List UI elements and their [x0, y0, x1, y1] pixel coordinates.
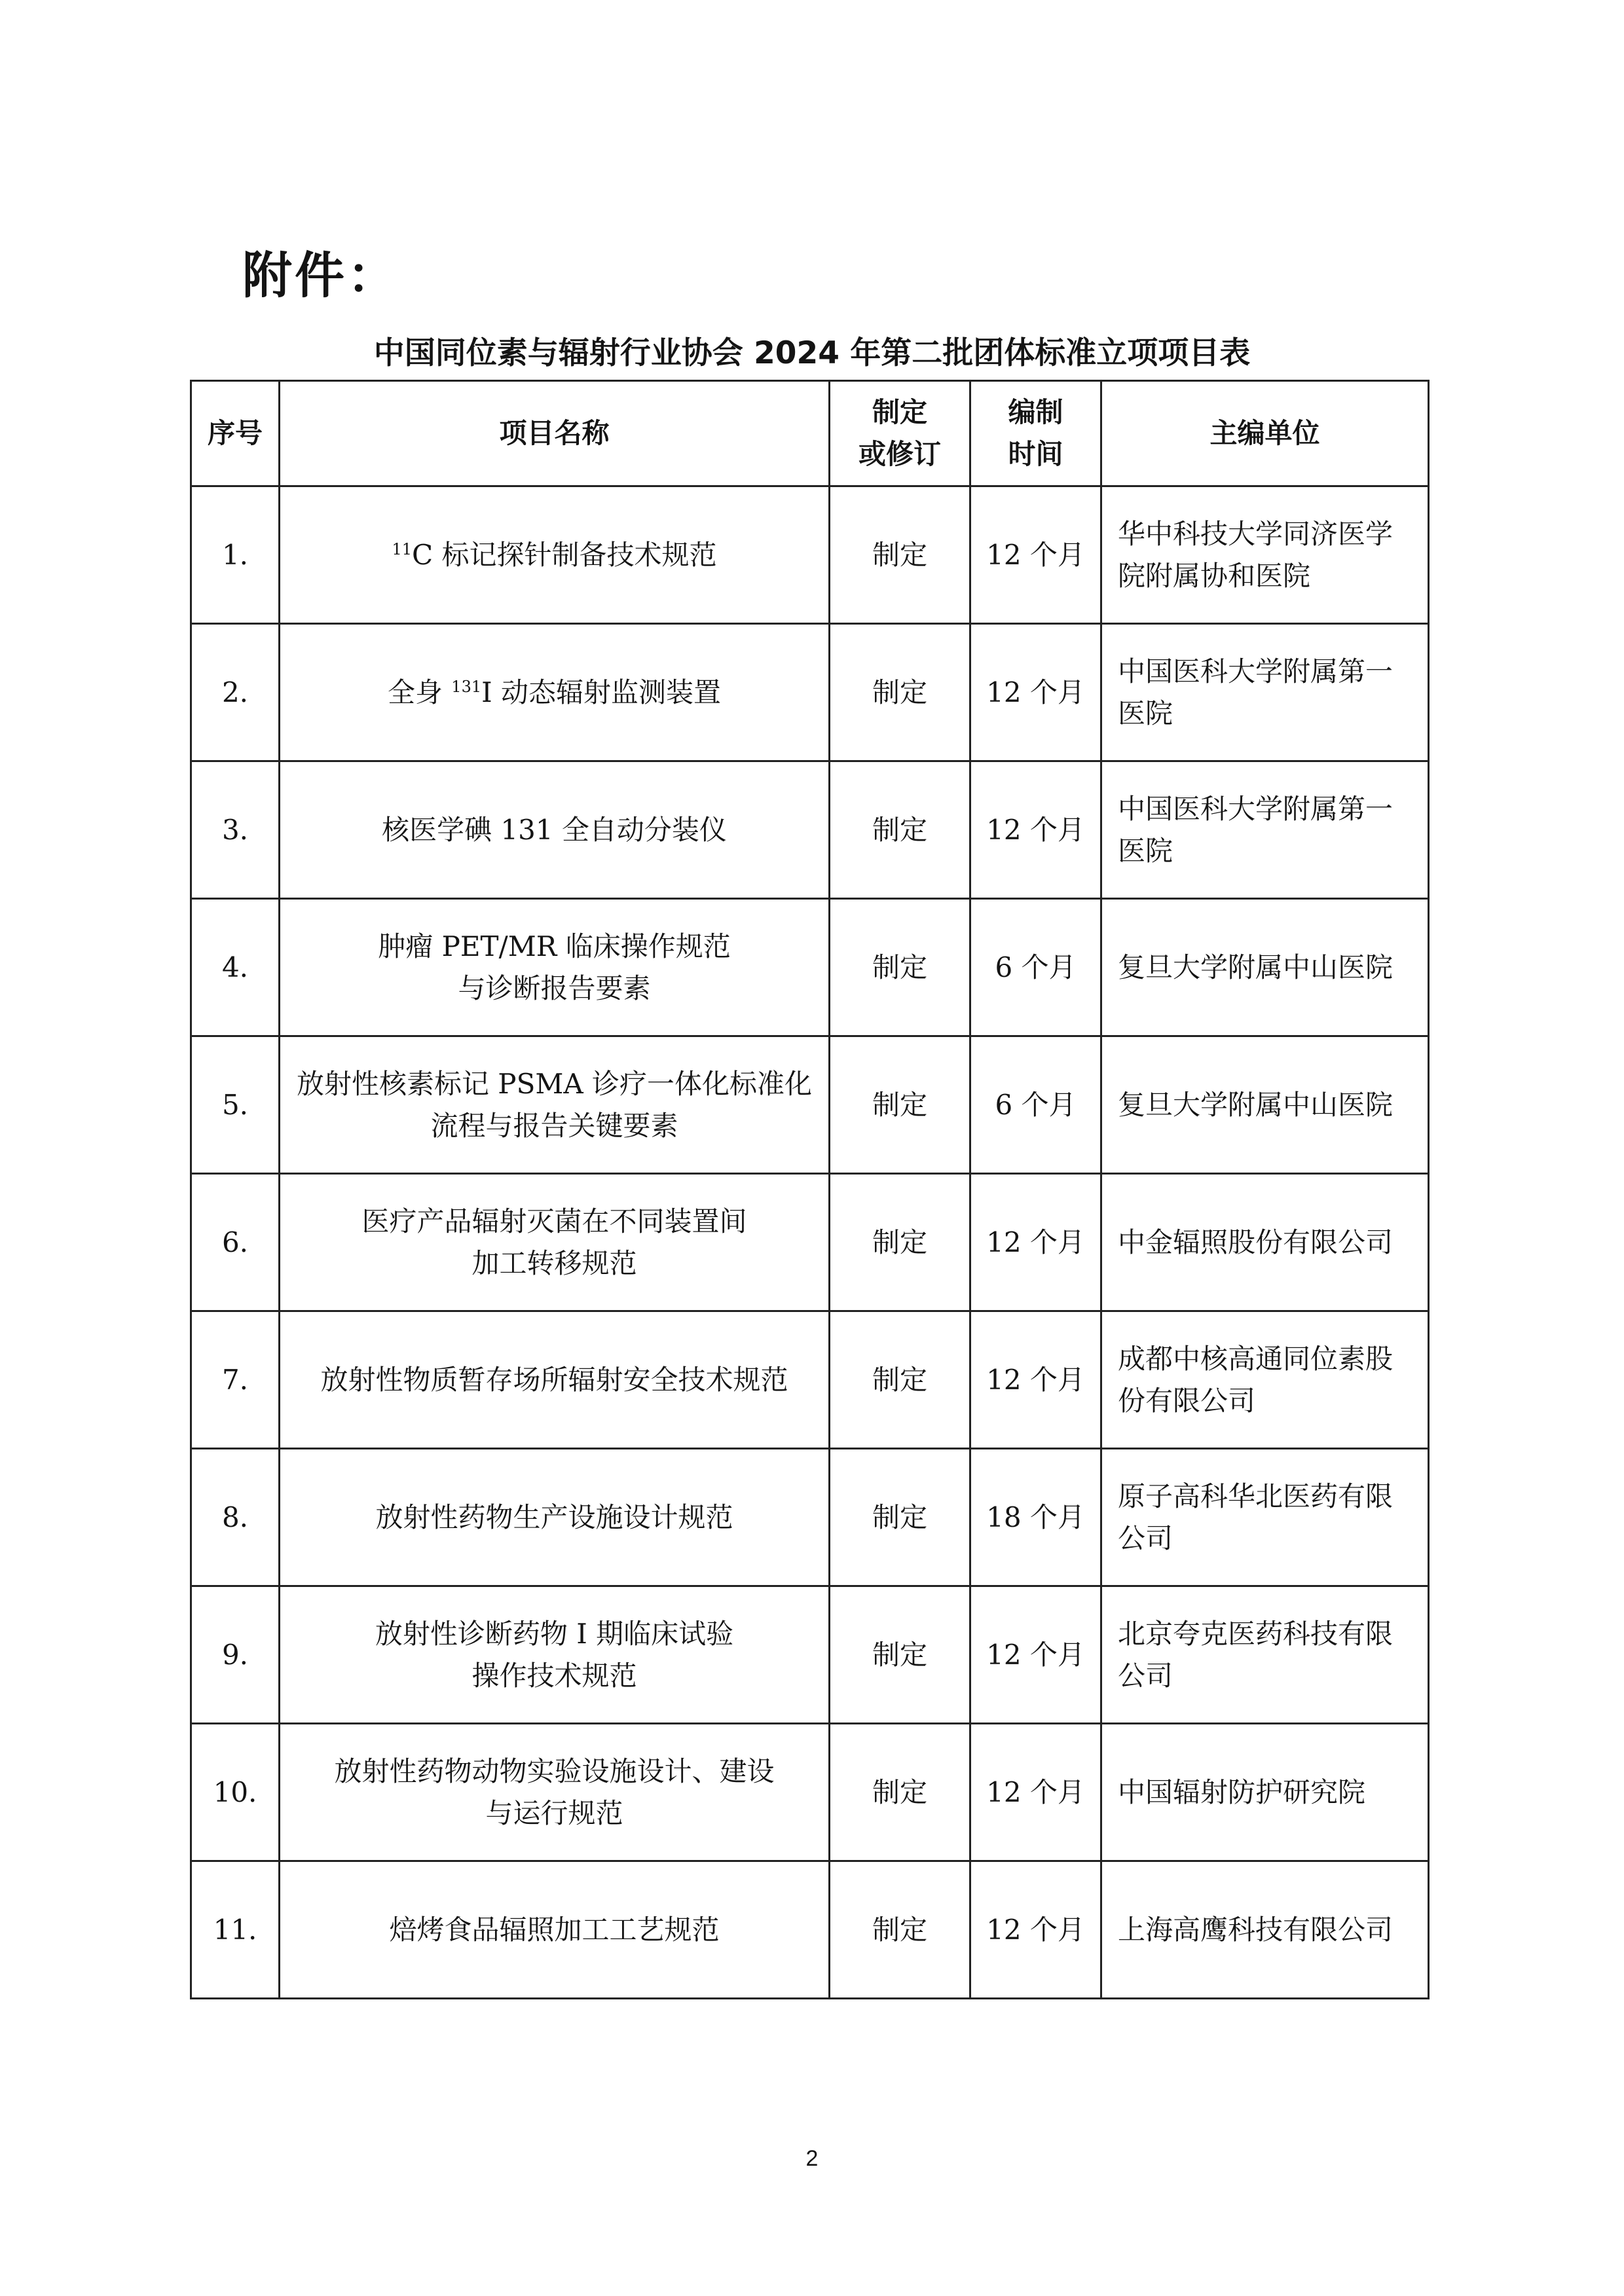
- project-name-line2: 与运行规范: [485, 1796, 623, 1829]
- compile-time: 12 个月: [970, 624, 1101, 761]
- header-type: [830, 381, 970, 486]
- attachment-label: 附件：: [242, 246, 399, 304]
- row-number: 3.: [191, 761, 280, 899]
- project-name-text: 肿瘤 PET/MR 临床操作规范: [378, 930, 731, 962]
- lead-organization-line1: 北京夸克医药科技有限: [1118, 1617, 1393, 1650]
- row-number: 2.: [191, 624, 280, 761]
- project-name-text: 放射性药物生产设施设计规范: [375, 1501, 733, 1533]
- row-number: 4.: [191, 899, 280, 1036]
- lead-organization-line1: 原子高科华北医药有限: [1118, 1480, 1393, 1512]
- project-name-line2: 加工转移规范: [471, 1247, 637, 1279]
- compile-time: 12 个月: [970, 1861, 1101, 1999]
- table-row: [191, 1449, 1429, 1586]
- project-type: 制定: [830, 1036, 970, 1174]
- project-name-line1: [288, 926, 821, 968]
- compile-time: 12 个月: [970, 486, 1101, 624]
- compile-time: 12 个月: [970, 1174, 1101, 1311]
- table-row: [191, 624, 1429, 761]
- lead-organization-line1: 中国辐射防护研究院: [1118, 1776, 1366, 1808]
- project-name: [280, 1861, 830, 1999]
- project-type: 制定: [830, 899, 970, 1036]
- lead-organization-line2: 公司: [1118, 1659, 1173, 1692]
- lead-organization: [1101, 761, 1429, 899]
- project-name-line2: 与诊断报告要素: [458, 972, 651, 1004]
- lead-organization-line1: 复旦大学附属中山医院: [1118, 1088, 1393, 1121]
- header-time-line2: 时间: [1008, 438, 1063, 470]
- header-time-line1: 编制: [1008, 396, 1063, 428]
- row-number: 6.: [191, 1174, 280, 1311]
- page-number: 2: [805, 2146, 819, 2171]
- project-name-text: 放射性物质暂存场所辐射安全技术规范: [320, 1363, 788, 1396]
- header-row: [191, 381, 1429, 486]
- project-name-line1: [288, 1497, 821, 1539]
- lead-organization-line2: 份有限公司: [1118, 1384, 1256, 1417]
- project-name-text: 放射性核素标记 PSMA 诊疗一体化标准化: [296, 1067, 813, 1100]
- project-name-text: 核医学碘 131 全自动分装仪: [382, 813, 727, 846]
- compile-time: 6 个月: [970, 1036, 1101, 1174]
- project-type: 制定: [830, 1586, 970, 1724]
- project-name-prefix: 全身: [387, 676, 452, 708]
- lead-organization: [1101, 899, 1429, 1036]
- project-name: [280, 1174, 830, 1311]
- project-name-line1: [288, 1751, 821, 1793]
- lead-organization-line1: 中金辐照股份有限公司: [1118, 1226, 1393, 1258]
- table-title: 中国同位素与辐射行业协会 2024 年第二批团体标准立项项目表: [373, 335, 1251, 371]
- compile-time: 12 个月: [970, 1586, 1101, 1724]
- project-type: 制定: [830, 1724, 970, 1861]
- header-name: 项目名称: [280, 381, 830, 486]
- project-type: 制定: [830, 486, 970, 624]
- project-name: [280, 624, 830, 761]
- project-name: [280, 1036, 830, 1174]
- project-type: 制定: [830, 1174, 970, 1311]
- compile-time: 12 个月: [970, 761, 1101, 899]
- row-number: 7.: [191, 1311, 280, 1449]
- table-row: [191, 1311, 1429, 1449]
- project-name-text: I 动态辐射监测装置: [481, 676, 722, 708]
- lead-organization: [1101, 1586, 1429, 1724]
- row-number: 11.: [191, 1861, 280, 1999]
- project-name: [280, 1449, 830, 1586]
- row-number: 10.: [191, 1724, 280, 1861]
- project-type: 制定: [830, 761, 970, 899]
- project-name: [280, 899, 830, 1036]
- header-type-line1: 制定: [872, 396, 927, 428]
- lead-organization-line1: 上海高鹰科技有限公司: [1118, 1913, 1393, 1946]
- lead-organization-line1: 成都中核高通同位素股: [1118, 1342, 1393, 1375]
- project-name-line1: [288, 1201, 821, 1243]
- lead-organization-line2: 院附属协和医院: [1118, 559, 1311, 592]
- lead-organization-line1: 复旦大学附属中山医院: [1118, 951, 1393, 983]
- lead-organization: [1101, 1861, 1429, 1999]
- project-table: [190, 380, 1430, 1999]
- project-name-line2: 操作技术规范: [471, 1659, 637, 1692]
- compile-time: 12 个月: [970, 1724, 1101, 1861]
- table-row: [191, 899, 1429, 1036]
- lead-organization-line2: 医院: [1118, 834, 1173, 867]
- lead-organization: [1101, 1174, 1429, 1311]
- project-name-text: C 标记探针制备技术规范: [412, 538, 717, 571]
- lead-organization-line1: 中国医科大学附属第一: [1118, 655, 1393, 687]
- table-row: [191, 761, 1429, 899]
- lead-organization: [1101, 624, 1429, 761]
- project-name-line1: [288, 672, 821, 714]
- lead-organization-line2: 公司: [1118, 1522, 1173, 1554]
- project-type: 制定: [830, 1861, 970, 1999]
- lead-organization-line2: 医院: [1118, 697, 1173, 729]
- table-row: [191, 1036, 1429, 1174]
- compile-time: 18 个月: [970, 1449, 1101, 1586]
- lead-organization: [1101, 1724, 1429, 1861]
- isotope-mass-number: 131: [451, 677, 482, 696]
- isotope-mass-number: 11: [392, 539, 413, 558]
- table-row: [191, 1586, 1429, 1724]
- project-name: [280, 761, 830, 899]
- row-number: 5.: [191, 1036, 280, 1174]
- lead-organization: [1101, 1449, 1429, 1586]
- header-type-line2: 或修订: [858, 438, 941, 470]
- project-name-line1: [288, 1909, 821, 1951]
- table-row: [191, 1724, 1429, 1861]
- project-name-text: 放射性药物动物实验设施设计、建设: [334, 1755, 775, 1787]
- project-name-line1: [288, 809, 821, 851]
- project-name-text: 放射性诊断药物 I 期临床试验: [375, 1617, 734, 1650]
- project-name-text: 医疗产品辐射灭菌在不同装置间: [361, 1205, 747, 1237]
- lead-organization-line1: 中国医科大学附属第一: [1118, 792, 1393, 825]
- project-name-text: 焙烤食品辐照加工工艺规范: [389, 1913, 720, 1946]
- lead-organization-line1: 华中科技大学同济医学: [1118, 517, 1393, 550]
- header-org: 主编单位: [1101, 381, 1429, 486]
- table-row: [191, 1861, 1429, 1999]
- project-name-line1: [288, 1613, 821, 1655]
- project-type: 制定: [830, 1311, 970, 1449]
- header-time: [970, 381, 1101, 486]
- compile-time: 12 个月: [970, 1311, 1101, 1449]
- project-type: 制定: [830, 624, 970, 761]
- project-name-line1: [288, 534, 821, 576]
- project-name: [280, 486, 830, 624]
- table-row: [191, 1174, 1429, 1311]
- table-row: [191, 486, 1429, 624]
- header-no: 序号: [191, 381, 280, 486]
- lead-organization: [1101, 486, 1429, 624]
- project-name-line1: [288, 1063, 821, 1105]
- row-number: 8.: [191, 1449, 280, 1586]
- lead-organization: [1101, 1036, 1429, 1174]
- project-type: 制定: [830, 1449, 970, 1586]
- row-number: 1.: [191, 486, 280, 624]
- project-name-line1: [288, 1359, 821, 1401]
- lead-organization: [1101, 1311, 1429, 1449]
- row-number: 9.: [191, 1586, 280, 1724]
- project-name-line2: 流程与报告关键要素: [430, 1109, 678, 1142]
- project-name: [280, 1311, 830, 1449]
- project-name: [280, 1724, 830, 1861]
- project-name: [280, 1586, 830, 1724]
- compile-time: 6 个月: [970, 899, 1101, 1036]
